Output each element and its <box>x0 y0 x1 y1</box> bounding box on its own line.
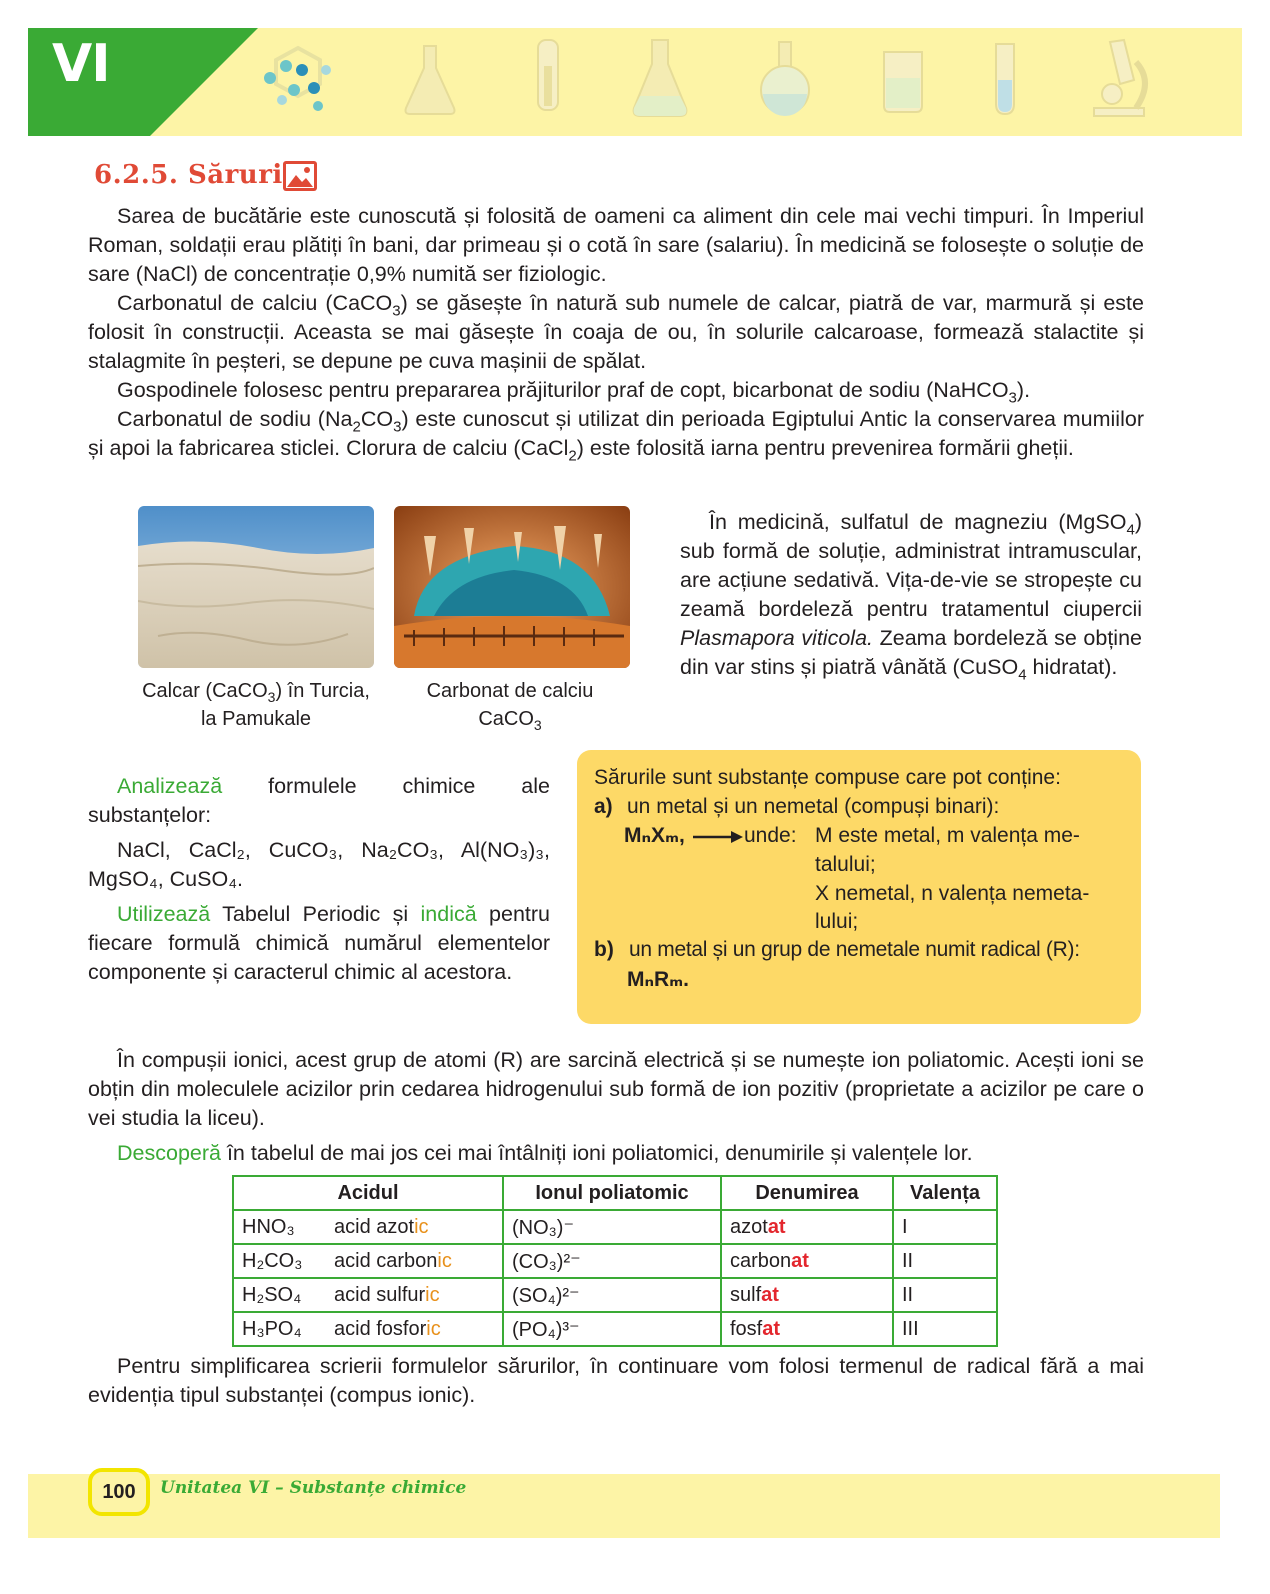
table-row <box>233 1278 997 1312</box>
valence-cell: III <box>893 1312 997 1346</box>
exercise-analyze <box>88 772 550 830</box>
footer-unit-title: Unitatea VI – Substanțe chimice <box>160 1478 467 1498</box>
table-row <box>233 1312 997 1346</box>
formula-binary: MₙXₘ, <box>624 824 685 847</box>
acid-cell <box>233 1210 503 1244</box>
ionic-text: În compușii ionici, acest grup de atomi (R) are sarcină electrică și se numește ion poliatomic. Acești ioni se obțin din moleculele acizilor prin cedarea hidrogenului sub formă de ion pozitiv (proprietate a acizilor pe care o vei studia la liceu). <box>88 1048 1144 1130</box>
definition-x-line1: X nemetal, n valența nemeta- <box>815 882 1090 905</box>
header-valence: Valența <box>893 1176 997 1210</box>
p3-part-a: Gospodinele folosesc pentru prepararea prăjiturilor praf de copt, bicarbonat de sodiu (NaHCO <box>117 378 1009 402</box>
ion-table <box>232 1175 998 1347</box>
paragraph-magnesium-sulfate: În medicină, sulfatul de magneziu (MgSO$_4$) sub formă de soluție, administrat intramuscular, are acțiune sedativă. Vița-de-vie se stropește cu zeamă bordeleză pentru tratamentul ciupercii Plasmapora viticola. Zeama bordeleză se obține din var stins și piatră vânătă (CuSO$_4$ hidratat). <box>680 510 1143 684</box>
definition-m-line2: talului; <box>815 853 876 876</box>
denomination-root: sulf <box>730 1283 762 1306</box>
p4-part-c: ) este cunoscut și utilizat din perioada Egiptului Antic la conservarea mumiilor și apoi la fabricarea sticlei. Clorura de calciu (CaCl <box>88 407 1144 460</box>
paragraph-closing <box>88 1352 1144 1410</box>
paragraph-salt <box>88 202 1144 289</box>
microscope-icon <box>1080 36 1160 120</box>
header-ion: Ionul poliatomic <box>503 1176 721 1210</box>
p3-part-b: ). <box>1016 378 1031 402</box>
unit-label: VI <box>52 34 110 94</box>
caption-pamukkale-a: Calcar (CaCO <box>142 680 268 702</box>
definition-intro: Sărurile sunt substanțe compuse care pot conține: <box>594 766 1061 789</box>
ion-cell: (NO₃)⁻ <box>503 1210 721 1244</box>
definition-where: unde: <box>744 824 797 847</box>
analyze-rest: formulele chimice ale substanțelor: <box>88 774 550 827</box>
definition-a-label: a) <box>594 795 613 818</box>
section-title: 6.2.5. Săruri <box>94 160 283 190</box>
acid-name: acid sulfur <box>334 1283 426 1306</box>
beaker-icon <box>878 48 928 114</box>
table-row <box>233 1210 997 1244</box>
discover-rest: în tabelul de mai jos cei mai întâlniți ioni poliatomici, denumirile și valențele lor. <box>220 1141 973 1165</box>
acid-formula: H₃PO₄ <box>242 1317 302 1340</box>
formulas-list: NaCl, CaCl₂, CuCO₃, Na₂CO₃, Al(NO₃)₃, MgSO₄, CuSO₄. <box>88 838 550 891</box>
paragraph-ionic <box>88 1046 1144 1133</box>
side-text-italic: Plasmapora viticola. <box>680 626 874 650</box>
denomination-suffix: at <box>761 1283 779 1306</box>
paragraph-calcium-carbonate: Carbonatul de calciu (CaCO$_3$) se găsește în natură sub numele de calcar, piatră de var, marmură și este folosit în construcții. Aceasta se mai găsește în coaja de ou, în solurile calcaroase, formează stalactite și stalagmite în peșteri, se depune pe cuva mașinii de spălat. <box>88 291 1144 373</box>
paragraph-bicarbonate: Gospodinele folosesc pentru prepararea prăjiturilor praf de copt, bicarbonat de sodiu (NaHCO$_3$). <box>117 378 1031 407</box>
side-text-b: ) sub formă de soluție, administrat intramuscular, are acțiune sedativă. Vița-de-vie se stropește cu zeamă bordeleză pentru tratamentul ciupercii <box>680 510 1142 621</box>
photo-pamukkale <box>138 506 374 668</box>
page-number: 100 <box>88 1468 150 1516</box>
acid-cell <box>233 1278 503 1312</box>
acid-suffix: ic <box>426 1317 441 1340</box>
acid-suffix: ic <box>437 1249 452 1272</box>
p4-part-a: Carbonatul de sodiu (Na <box>117 407 353 431</box>
caption-pamukkale-b: ) în Turcia, <box>275 680 370 702</box>
valence-cell: II <box>893 1278 997 1312</box>
p4-part-d: ) este folosită iarna pentru prevenirea formării gheții. <box>576 436 1074 460</box>
p2-part-b: ) se găsește în natură sub numele de calcar, piatră de var, marmură și este folosit în construcții. Aceasta se mai găsește în coaja de ou, în solurile calcaroase, formează stalactite și stalagmite în peșteri, se depune pe cuva mașinii de spălat. <box>88 291 1144 373</box>
side-text-c: Zeama bordeleză se obține din var stins și piatră vânătă (CuSO <box>680 626 1143 679</box>
valence-cell: I <box>893 1210 997 1244</box>
table-header-row <box>233 1176 997 1210</box>
test-tube-icon <box>990 40 1020 120</box>
definition-b-label: b) <box>594 938 614 961</box>
caption-pamukkale-c: la Pamukale <box>200 708 312 730</box>
acid-cell <box>233 1244 503 1278</box>
p2-part-a: Carbonatul de calciu (CaCO <box>117 291 393 315</box>
denomination-root: azot <box>730 1215 768 1238</box>
caption-pamukkale: Calcar (CaCO$_3$) în Turcia, la Pamukale <box>142 680 370 730</box>
flask-icon <box>400 40 460 120</box>
exercise-use <box>88 900 550 987</box>
analyze-verb: Analizează <box>117 774 223 798</box>
photo-cave <box>394 506 630 668</box>
arrow-right-icon <box>693 830 743 844</box>
round-flask-icon <box>755 38 815 118</box>
side-text-a: În medicină, sulfatul de magneziu (MgSO <box>709 510 1127 534</box>
definition-box <box>577 750 1141 1024</box>
denomination-suffix: at <box>762 1317 781 1340</box>
acid-formula: H₂CO₃ <box>242 1249 303 1272</box>
header-acid: Acidul <box>233 1176 503 1210</box>
lab-icons-strip <box>250 30 1230 134</box>
table-row <box>233 1244 997 1278</box>
denomination-cell <box>721 1210 893 1244</box>
paragraph-salt-text: Sarea de bucătărie este cunoscută și folosită de oameni ca aliment din cele mai vechi timpuri. În Imperiul Roman, soldații erau plătiți în bani, dar primeau și o cotă în sare (salariu). În medicină se folosește o soluție de sare (NaCl) de concentrație 0,9% numită ser fiziologic. <box>88 204 1144 286</box>
caption-cave: Carbonat de calciu CaCO$_3$ <box>426 680 594 733</box>
formula-radical: MₙRₘ. <box>627 968 689 991</box>
acid-suffix: ic <box>425 1283 440 1306</box>
definition-x-line2: lului; <box>815 910 859 933</box>
denomination-suffix: at <box>791 1249 809 1272</box>
erlenmeyer-flask-icon <box>630 36 690 120</box>
p4-part-b: CO <box>360 407 394 431</box>
valence-cell: II <box>893 1244 997 1278</box>
image-icon[interactable] <box>282 160 318 192</box>
thermometer-icon <box>528 36 568 120</box>
side-text-d: hidratat). <box>1026 655 1118 679</box>
header-name: Denumirea <box>721 1176 893 1210</box>
definition-a-text: un metal și un nemetal (compuși binari): <box>627 795 1000 818</box>
definition-b-text: un metal și un grup de nemetale numit radical (R): <box>629 938 1080 961</box>
acid-formula: H₂SO₄ <box>242 1283 302 1306</box>
indicate-verb: indică <box>420 902 477 926</box>
use-rest: pentru fiecare formulă chimică numărul elementelor componente și caracterul chimic al acestora. <box>88 902 551 984</box>
caption-cave-a: Carbonat de calciu <box>426 680 594 702</box>
denomination-cell <box>721 1244 893 1278</box>
paragraph-sodium-carbonate: Carbonatul de sodiu $(Na_2CO_3)$ este cunoscut și utilizat din perioada Egiptului Antic la conservarea mumiilor și apoi la fabricarea sticlei. Clorura de calciu (CaCl$_2$) este folosită iarna pentru prevenirea formării gheții. <box>88 407 1144 465</box>
ion-cell: (PO₄)³⁻ <box>503 1312 721 1346</box>
denomination-root: carbon <box>730 1249 792 1272</box>
denomination-cell <box>721 1278 893 1312</box>
acid-cell <box>233 1312 503 1346</box>
acid-name: acid azot <box>334 1215 415 1238</box>
use-verb: Utilizează <box>117 902 211 926</box>
closing-text: Pentru simplificarea scrierii formulelor sărurilor, în continuare vom folosi termenul de radical fără a mai evidenția tipul substanței (compus ionic). <box>88 1354 1144 1407</box>
exercise-formulas <box>88 836 550 894</box>
discover-verb: Descoperă <box>117 1141 221 1165</box>
denomination-suffix: at <box>767 1215 786 1238</box>
ion-cell: (SO₄)²⁻ <box>503 1278 721 1312</box>
caption-cave-b: CaCO <box>478 708 534 730</box>
denomination-root: fosf <box>730 1317 763 1340</box>
acid-name: acid carbon <box>334 1249 438 1272</box>
definition-m-line1: M este metal, m valența me- <box>815 824 1080 847</box>
acid-suffix: ic <box>414 1215 429 1238</box>
acid-formula: HNO₃ <box>242 1215 295 1238</box>
paragraph-discover <box>88 1139 1144 1168</box>
ion-cell: (CO₃)²⁻ <box>503 1244 721 1278</box>
use-mid: Tabelul Periodic și <box>210 902 421 926</box>
molecule-icon <box>258 40 338 120</box>
acid-name: acid fosfor <box>334 1317 427 1340</box>
denomination-cell <box>721 1312 893 1346</box>
